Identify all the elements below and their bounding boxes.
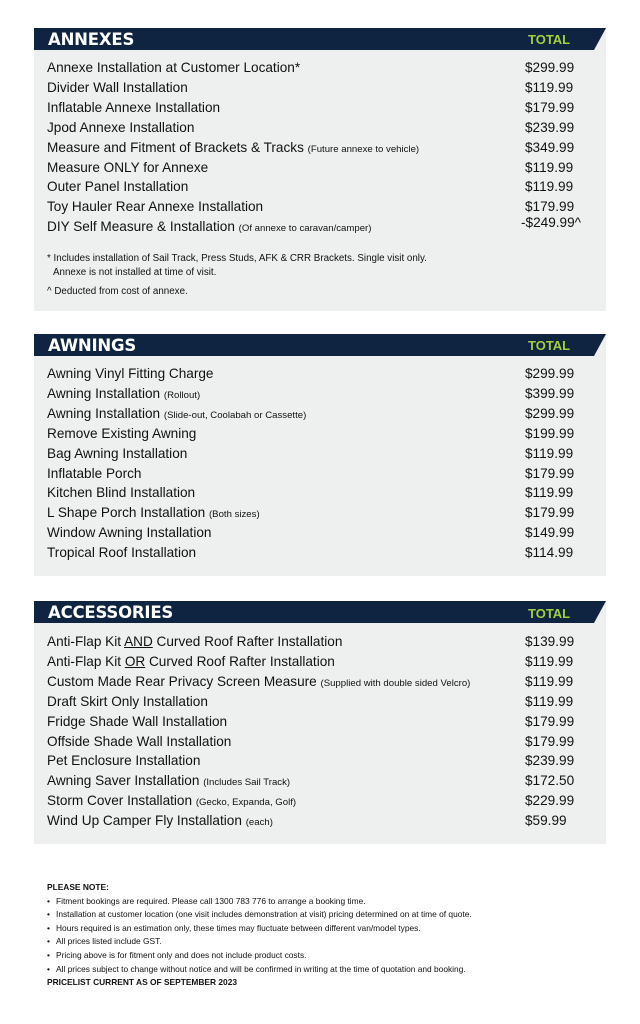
item-price: $119.99 — [525, 179, 574, 195]
footnote-line: * Includes installation of Sail Track, Press Studs, AFK & CRR Brackets. Single visit only. — [47, 253, 427, 264]
item-price: $399.99 — [525, 385, 575, 401]
price-row — [47, 100, 587, 120]
item-name: Window Awning Installation — [47, 525, 212, 541]
bullet-icon: • — [47, 922, 50, 933]
item-price: $119.99 — [525, 445, 574, 461]
item-name: Draft Skirt Only Installation — [47, 693, 208, 709]
annexes-footnote-1 — [47, 252, 567, 279]
item-name-rest: Curved Roof Rafter Installation — [152, 634, 343, 649]
annexes-title: ANNEXES — [48, 30, 135, 49]
please-note-block — [47, 881, 607, 990]
item-price: $199.99 — [525, 425, 575, 441]
note-text: All prices subject to change without notice and will be confirmed in writing at the time of quotation and booking. — [56, 963, 466, 974]
awnings-title: AWNINGS — [48, 336, 137, 355]
item-note: (Rollout) — [163, 389, 201, 401]
price-row — [47, 426, 587, 446]
price-row — [47, 714, 587, 734]
item-note: (Future annexe to vehicle) — [307, 143, 420, 155]
item-price: $179.99 — [525, 733, 575, 749]
item-price: $172.50 — [525, 773, 575, 789]
price-row — [47, 813, 587, 833]
item-label — [47, 386, 200, 401]
item-name: Awning Vinyl Fitting Charge — [47, 366, 214, 381]
note-text: Fitment bookings are required. Please call 1300 783 776 to arrange a booking time. — [56, 895, 366, 906]
item-label — [47, 734, 231, 749]
price-row — [47, 654, 587, 674]
item-note: (Both sizes) — [208, 509, 260, 521]
item-name: Measure and Fitment of Brackets & Tracks — [47, 139, 304, 155]
price-row — [47, 734, 587, 754]
price-row — [47, 674, 587, 694]
awnings-total-label: TOTAL — [528, 338, 571, 353]
item-note: (Of annexe to caravan/camper) — [238, 223, 372, 235]
item-name: Inflatable Annexe Installation — [47, 99, 221, 115]
note-item — [47, 908, 607, 922]
item-name: Jpod Annexe Installation — [47, 119, 195, 135]
item-label — [47, 80, 188, 95]
bullet-icon: • — [47, 936, 50, 947]
item-note: (Supplied with double sided Velcro) — [320, 677, 471, 689]
annexes-total-label: TOTAL — [528, 32, 571, 47]
price-row — [47, 694, 587, 714]
price-row — [47, 215, 587, 239]
item-name-emphasis: AND — [124, 634, 153, 649]
price-row — [47, 406, 587, 426]
bullet-icon: • — [47, 909, 50, 920]
item-price: $119.99 — [525, 673, 574, 689]
item-name: Wind Up Camper Fly Installation — [47, 813, 242, 829]
note-text: Hours required is an estimation only, these times may fluctuate between different van/model types. — [56, 922, 421, 933]
price-row — [47, 199, 587, 219]
item-price: -$249.99^ — [521, 215, 582, 231]
accessories-header-bar — [34, 601, 606, 623]
price-row — [47, 386, 587, 406]
item-price: $179.99 — [525, 505, 575, 521]
item-name: Offside Shade Wall Installation — [47, 733, 232, 749]
item-label — [47, 219, 371, 234]
item-price: $139.99 — [525, 634, 575, 649]
item-label — [47, 505, 260, 520]
price-row — [47, 160, 587, 180]
note-text: Pricing above is for fitment only and does not include product costs. — [56, 949, 307, 960]
note-item — [47, 949, 607, 963]
item-price: $59.99 — [525, 813, 567, 829]
item-price: $299.99 — [525, 60, 575, 75]
accessories-section — [34, 601, 606, 844]
item-name-rest: Curved Roof Rafter Installation — [145, 653, 335, 669]
item-label — [47, 140, 419, 155]
item-label — [47, 525, 211, 540]
item-note: (each) — [245, 817, 273, 829]
item-name: Bag Awning Installation — [47, 445, 188, 461]
price-row — [47, 773, 587, 793]
item-label — [47, 485, 195, 500]
item-name-emphasis: OR — [124, 653, 146, 669]
item-name: Storm Cover Installation — [47, 793, 193, 809]
bullet-icon: • — [47, 949, 50, 960]
item-label — [47, 426, 196, 441]
price-row — [47, 80, 587, 100]
price-row — [47, 60, 587, 80]
item-name: L Shape Porch Installation — [47, 505, 206, 521]
item-label — [47, 406, 306, 421]
item-name: Toy Hauler Rear Annexe Installation — [47, 199, 264, 215]
item-name: Custom Made Rear Privacy Screen Measure — [47, 673, 317, 689]
item-note: (Slide-out, Coolabah or Cassette) — [163, 409, 307, 421]
item-price: $119.99 — [525, 485, 574, 501]
item-name: Measure ONLY for Annexe — [47, 159, 209, 175]
item-price: $239.99 — [525, 753, 575, 769]
item-label — [47, 753, 200, 768]
item-name: Remove Existing Awning — [47, 425, 197, 441]
item-note: (Includes Sail Track) — [203, 777, 291, 789]
item-price: $179.99 — [525, 199, 575, 215]
price-row — [47, 545, 587, 565]
item-name: Anti-Flap Kit — [47, 653, 125, 669]
item-price: $119.99 — [525, 653, 574, 669]
price-row — [47, 140, 587, 160]
awnings-header-bar — [34, 334, 606, 356]
item-label — [47, 545, 196, 560]
price-row — [47, 485, 587, 505]
item-name: Kitchen Blind Installation — [47, 485, 196, 501]
annexes-footnote-2: ^ Deducted from cost of annexe. — [47, 286, 188, 297]
item-price: $229.99 — [525, 793, 575, 809]
price-row — [47, 446, 587, 466]
item-price: $299.99 — [525, 405, 575, 421]
price-row — [47, 120, 587, 140]
price-row — [47, 634, 587, 654]
note-text: All prices listed include GST. — [56, 936, 162, 947]
item-name: Outer Panel Installation — [47, 179, 189, 195]
item-name: Awning Installation — [47, 405, 161, 421]
item-label — [47, 100, 220, 115]
price-row — [47, 366, 587, 386]
note-item — [47, 895, 607, 909]
bullet-icon: • — [47, 895, 50, 906]
price-row — [47, 505, 587, 525]
note-item — [47, 963, 607, 977]
item-name: Awning Saver Installation — [47, 773, 200, 789]
item-name: Pet Enclosure Installation — [47, 753, 201, 769]
item-note: (Gecko, Expanda, Golf) — [195, 797, 297, 809]
note-item — [47, 922, 607, 936]
item-price: $239.99 — [525, 119, 575, 135]
note-text: Installation at customer location (one visit includes demonstration at visit) pricing determined on at time of quote. — [56, 909, 472, 920]
item-name: Tropical Roof Installation — [47, 545, 197, 561]
item-label — [47, 793, 296, 808]
item-price: $179.99 — [525, 713, 575, 729]
item-price: $119.99 — [525, 693, 574, 709]
price-row — [47, 753, 587, 773]
item-price: $119.99 — [525, 159, 574, 175]
item-label — [47, 446, 187, 461]
item-label — [47, 60, 300, 75]
item-label — [47, 120, 194, 135]
price-row — [47, 179, 587, 199]
notes-list — [47, 895, 607, 977]
item-label — [47, 694, 208, 709]
item-name: DIY Self Measure & Installation — [47, 219, 235, 235]
annexes-section — [34, 28, 606, 311]
item-label — [47, 674, 470, 689]
item-price: $149.99 — [525, 525, 575, 541]
bullet-icon: • — [47, 963, 50, 974]
item-price: $114.99 — [525, 545, 574, 561]
item-label — [47, 773, 290, 788]
accessories-title: ACCESSORIES — [48, 603, 174, 622]
item-name: Awning Installation — [47, 385, 161, 401]
price-row — [47, 466, 587, 486]
item-label — [47, 366, 214, 381]
item-name: Divider Wall Installation — [47, 79, 188, 95]
price-row — [47, 525, 587, 545]
item-price: $179.99 — [525, 99, 575, 115]
item-label — [47, 714, 227, 729]
item-label — [47, 179, 188, 194]
item-label — [47, 160, 208, 175]
item-label — [47, 199, 263, 214]
price-row — [47, 793, 587, 813]
item-label — [47, 466, 141, 481]
item-name: Annexe Installation at Customer Location* — [47, 60, 301, 75]
accessories-total-label: TOTAL — [528, 606, 571, 621]
notes-heading: PLEASE NOTE: — [47, 882, 109, 892]
item-name: Fridge Shade Wall Installation — [47, 713, 228, 729]
item-name: Inflatable Porch — [47, 465, 142, 481]
note-item — [47, 935, 607, 949]
footnote-line: Annexe is not installed at time of visit. — [53, 266, 217, 278]
item-price: $119.99 — [525, 79, 574, 95]
item-label — [47, 654, 335, 669]
item-price: $179.99 — [525, 465, 575, 481]
item-label — [47, 634, 342, 649]
pricelist-date: PRICELIST CURRENT AS OF SEPTEMBER 2023 — [47, 977, 238, 988]
awnings-section — [34, 334, 606, 576]
item-label — [47, 813, 273, 828]
item-price: $299.99 — [525, 366, 575, 381]
annexes-header-bar — [34, 28, 606, 50]
item-name: Anti-Flap Kit — [47, 634, 125, 649]
item-price: $349.99 — [525, 139, 575, 155]
